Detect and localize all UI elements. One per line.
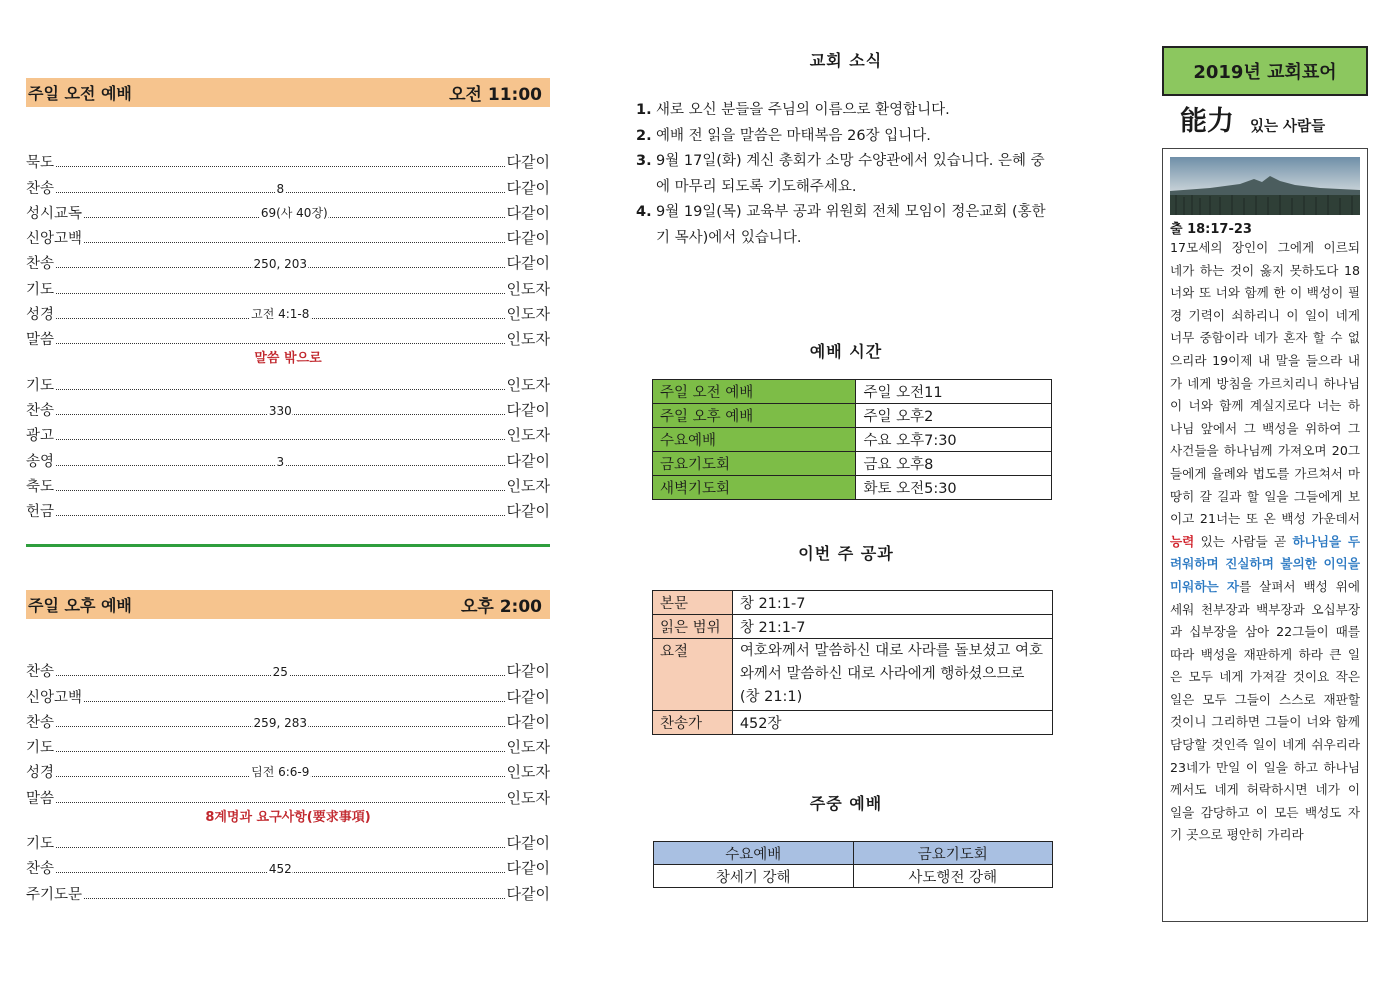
order-participant: 다같이 (506, 662, 550, 681)
schedule-row (653, 476, 1052, 500)
order-row (26, 471, 550, 496)
order-participant: 인도자 (506, 788, 550, 807)
order-participant: 인도자 (506, 426, 550, 445)
news-item (636, 124, 1056, 150)
news-text: 새로 오신 분들을 주님의 이름으로 환영합니다. (656, 102, 950, 118)
lesson-value: 창 21:1-7 (732, 591, 1052, 615)
dot-leader (56, 403, 505, 418)
order-detail: 3 (276, 454, 285, 469)
dot-leader (56, 862, 505, 877)
order-participant: 다같이 (506, 502, 550, 521)
order-participant: 다같이 (506, 712, 550, 731)
dot-leader (56, 490, 505, 491)
dot-leader (84, 205, 504, 220)
order-participant: 인도자 (506, 476, 550, 495)
service-name: 새벽기도회 (653, 476, 856, 500)
order-participant: 인도자 (506, 763, 550, 782)
pm-order-of-service (26, 656, 550, 904)
weekday-service-topic: 창세기 강해 (654, 865, 854, 888)
dot-leader (56, 515, 505, 516)
lesson-row (653, 711, 1053, 735)
order-label: 축도 (26, 478, 55, 495)
order-row (26, 445, 550, 470)
dot-leader (56, 293, 505, 294)
order-detail: 69(사 40장) (260, 205, 328, 220)
order-participant: 인도자 (506, 279, 550, 298)
service-time: 수요 오후7:30 (856, 428, 1052, 452)
dot-leader (84, 701, 504, 702)
order-participant: 다같이 (506, 859, 550, 878)
order-detail: 8 (276, 181, 285, 196)
order-label: 찬송 (26, 714, 55, 731)
lesson-row (653, 639, 1053, 711)
lesson-table (652, 590, 1053, 735)
order-row (26, 172, 550, 197)
right-column (1162, 46, 1368, 922)
schedule-heading: 예배 시간 (809, 342, 883, 361)
order-detail: 고전 4:1-8 (251, 307, 310, 322)
schedule-row (653, 380, 1052, 404)
schedule-row (653, 452, 1052, 476)
mountain-landscape-image (1170, 157, 1360, 215)
scripture-part-3: 를 살펴서 백성 위에 세워 천부장과 백부장과 오십부장과 십부장을 삼아 22그들이 때를 따라 백성을 재판하게 하라 큰 일은 모두 네게 가져갈 것이요 작은 일은 모두 그들이 스스로 재판할 것이니 그리하면 그들이 너와 함께 담당할 것인즉 일이 네게 쉬우리라 23네가 만일 이 일을 하고 하나님께서도 네게 허락하시면 네가 이 일을 감당하고 이 모든 백성도 자기 곳으로 평안히 가리라 (1170, 578, 1360, 843)
order-row (26, 147, 550, 172)
news-list (636, 98, 1056, 251)
motto-year-title: 2019년 교회표어 (1193, 62, 1337, 83)
dot-leader (56, 847, 505, 848)
order-participant: 인도자 (506, 738, 550, 757)
order-label: 성시교독 (26, 205, 83, 222)
order-row (26, 223, 550, 248)
pm-service-header (26, 590, 550, 619)
order-participant: 다같이 (506, 834, 550, 853)
scripture-text (1170, 237, 1360, 847)
weekday-value-row (654, 865, 1053, 888)
order-label: 찬송 (26, 664, 55, 681)
news-number: 4. (636, 204, 652, 220)
order-detail: 330 (268, 403, 292, 418)
lesson-heading: 이번 주 공과 (798, 544, 894, 563)
scripture-part-2: 있는 사람들 곧 (1194, 533, 1293, 549)
news-text: 9월 19일(목) 교육부 공과 위원회 전체 모임이 정은교회 (홍한기 목사)에서 있습니다. (656, 204, 1046, 246)
order-label: 찬송 (26, 180, 55, 197)
order-label: 기도 (26, 836, 55, 853)
dot-leader (56, 751, 505, 752)
news-item (636, 200, 1056, 251)
news-item (636, 149, 1056, 200)
order-row (26, 681, 550, 706)
news-number: 3. (636, 153, 652, 169)
dot-leader (56, 307, 505, 322)
motto-rest: 있는 사람들 (1250, 119, 1326, 135)
order-participant: 인도자 (506, 330, 550, 349)
order-row (26, 324, 550, 349)
am-service-section (26, 78, 550, 547)
am-service-title: 주일 오전 예배 (28, 84, 132, 103)
order-label: 송영 (26, 453, 55, 470)
dot-leader (56, 454, 505, 469)
motto-hanja: 能力 (1180, 106, 1234, 137)
order-label: 찬송 (26, 256, 55, 273)
service-time: 화토 오전5:30 (856, 476, 1052, 500)
am-service-header (26, 78, 550, 107)
sermon-title: 말씀 밖으로 (254, 351, 322, 367)
order-label: 주기도문 (26, 886, 83, 903)
dot-leader (84, 898, 504, 899)
news-text: 예배 전 읽을 말씀은 마태복음 26장 입니다. (656, 127, 931, 144)
lesson-value: 창 21:1-7 (732, 615, 1052, 639)
pm-service-time: 오후 2:00 (460, 597, 542, 617)
order-detail: 딤전 6:6-9 (251, 765, 310, 780)
scripture-highlight-blue: 하나님을 두려워하며 진실하며 불의한 이익을 미워하는 자 (1170, 533, 1360, 594)
am-order-of-service (26, 147, 550, 521)
lesson-row (653, 615, 1053, 639)
section-divider (26, 544, 550, 547)
order-row (26, 369, 550, 394)
dot-leader (56, 166, 505, 167)
weekday-heading: 주중 예배 (809, 794, 883, 813)
weekday-table (653, 841, 1053, 888)
dot-leader (56, 715, 505, 730)
order-label: 헌금 (26, 504, 55, 521)
order-row (26, 496, 550, 521)
order-label: 광고 (26, 428, 55, 445)
dot-leader (56, 765, 505, 780)
order-row (26, 828, 550, 853)
order-row (26, 420, 550, 445)
order-row (26, 757, 550, 782)
order-participant: 다같이 (506, 178, 550, 197)
order-participant: 인도자 (506, 375, 550, 394)
motto-banner (1162, 46, 1368, 96)
service-name: 주일 오후 예배 (653, 404, 856, 428)
order-participant: 인도자 (506, 305, 550, 324)
scripture-reference: 출 18:17-23 (1170, 222, 1252, 237)
order-row (26, 656, 550, 681)
order-detail: 452 (268, 862, 292, 877)
dot-leader (56, 439, 505, 440)
am-service-time: 오전 11:00 (449, 85, 542, 105)
order-label: 신앙고백 (26, 689, 83, 706)
order-detail: 259, 283 (253, 715, 307, 730)
order-participant: 다같이 (506, 254, 550, 273)
schedule-row (653, 428, 1052, 452)
dot-leader (56, 181, 505, 196)
lesson-key: 찬송가 (653, 711, 733, 735)
order-row (26, 878, 550, 903)
order-label: 기도 (26, 377, 55, 394)
news-text: 9월 17일(화) 계신 총회가 소망 수양관에서 있습니다. 은혜 중에 마무리 되도록 기도해주세요. (656, 153, 1045, 195)
dot-leader (56, 389, 505, 390)
order-participant: 다같이 (506, 400, 550, 419)
scripture-box (1162, 148, 1368, 922)
sermon-title: 8계명과 요구사항(要求事項) (205, 809, 371, 825)
lesson-row (653, 591, 1053, 615)
order-participant: 다같이 (506, 884, 550, 903)
order-row (26, 299, 550, 324)
order-row (26, 732, 550, 757)
weekday-service-name: 금요기도회 (853, 842, 1053, 865)
service-name: 수요예배 (653, 428, 856, 452)
order-participant: 다같이 (506, 203, 550, 222)
order-label: 말씀 (26, 332, 55, 349)
order-row (26, 853, 550, 878)
news-number: 1. (636, 102, 652, 118)
order-row (26, 273, 550, 298)
order-row (26, 782, 550, 807)
schedule-table (652, 379, 1052, 500)
pm-service-section (26, 590, 550, 904)
order-row (26, 395, 550, 420)
order-detail: 250, 203 (253, 257, 307, 272)
service-time: 금요 오후8 (856, 452, 1052, 476)
weekday-header-row (654, 842, 1053, 865)
dot-leader (56, 665, 505, 680)
service-name: 주일 오전 예배 (653, 380, 856, 404)
lesson-key: 읽은 범위 (653, 615, 733, 639)
middle-column (636, 48, 1056, 888)
order-label: 성경 (26, 307, 55, 324)
scripture-highlight-red: 능력 (1170, 533, 1195, 549)
service-name: 금요기도회 (653, 452, 856, 476)
lesson-value: 여호와께서 말씀하신 대로 사라를 돌보셨고 여호와께서 말씀하신 대로 사라에게 행하셨으므로 (창 21:1) (732, 639, 1052, 711)
weekday-service-name: 수요예배 (654, 842, 854, 865)
order-participant: 다같이 (506, 451, 550, 470)
motto-line (1162, 102, 1368, 138)
order-label: 찬송 (26, 861, 55, 878)
order-label: 성경 (26, 765, 55, 782)
dot-leader (56, 257, 505, 272)
schedule-row (653, 404, 1052, 428)
order-detail: 25 (272, 665, 288, 680)
order-row (26, 707, 550, 732)
service-time: 주일 오전11 (856, 380, 1052, 404)
service-time: 주일 오후2 (856, 404, 1052, 428)
order-label: 신앙고백 (26, 231, 83, 248)
order-label: 찬송 (26, 402, 55, 419)
dot-leader (56, 802, 505, 803)
dot-leader (56, 343, 505, 344)
lesson-key: 본문 (653, 591, 733, 615)
lesson-key: 요절 (653, 639, 733, 711)
order-participant: 다같이 (506, 153, 550, 172)
pm-service-title: 주일 오후 예배 (28, 596, 132, 615)
news-item (636, 98, 1056, 124)
order-row (26, 248, 550, 273)
order-label: 말씀 (26, 790, 55, 807)
order-label: 기도 (26, 740, 55, 757)
order-label: 묵도 (26, 155, 55, 172)
scripture-part-1: 17모세의 장인이 그에게 이르되 네가 하는 것이 옳지 못하도다 18너와 또 너와 함께 한 이 백성이 필경 기력이 쇠하리니 이 일이 네게 너무 중함이라 네가 혼자 할 수 없으리라 19이제 내 말을 들으라 내가 네게 방침을 가르치리니 하나님이 너와 함께 계실지로다 너는 하나님 앞에서 그 백성을 위하여 그 사건들을 하나님께 가져오며 20그들에게 율례와 법도를 가르쳐서 마땅히 갈 길과 할 일을 그들에게 보이고 21너는 또 온 백성 가운데서 (1170, 240, 1360, 527)
order-participant: 다같이 (506, 687, 550, 706)
news-heading: 교회 소식 (809, 51, 883, 70)
order-row (26, 198, 550, 223)
news-number: 2. (636, 127, 652, 144)
weekday-service-topic: 사도행전 강해 (853, 865, 1053, 888)
lesson-value: 452장 (732, 711, 1052, 735)
dot-leader (84, 242, 504, 243)
order-label: 기도 (26, 281, 55, 298)
order-participant: 다같이 (506, 229, 550, 248)
